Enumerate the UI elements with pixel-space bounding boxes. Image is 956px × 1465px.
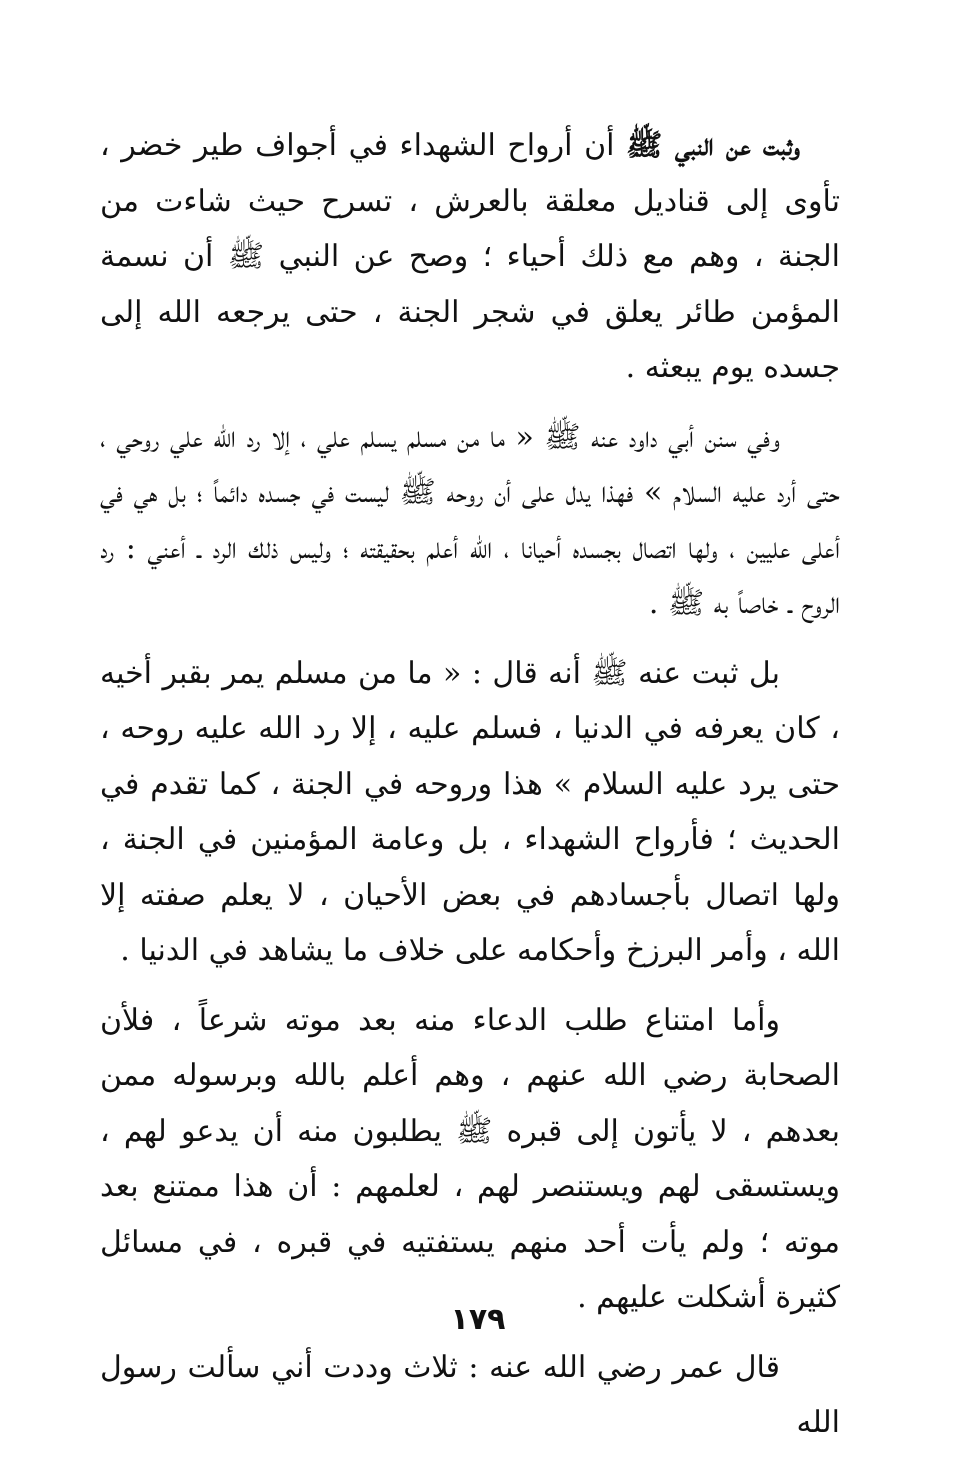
paragraph-4	[100, 993, 840, 1326]
paragraph-1-text: أن أرواح الشهداء في أجواف طير خضر ، تأوى إلى قناديل معلقة بالعرش ، تسرح حيث شاءت من الجنة ، وهم مع ذلك أحياء ؛ وصح عن النبي ﷺ أن نسمة المؤمن طائر يعلق في شجر الجنة ، حتى يرجعه الله إلى جسده يوم يبعثه .	[100, 128, 840, 385]
paragraph-3-text: بل ثبت عنه ﷺ أنه قال : « ما من مسلم يمر بقبر أخيه ، كان يعرفه في الدنيا ، فسلم عليه ، إلا رد الله عليه روحه ، حتى يرد عليه السلام » هذا وروحه في الجنة ، كما تقدم في الحديث ؛ فأرواح الشهداء ، بل وعامة المؤمنين في الجنة ، ولها اتصال بأجسادهم في بعض الأحيان ، لا يعلم صفته إلا الله ، وأمر البرزخ وأحكامه على خلاف ما يشاهد في الدنيا .	[100, 655, 840, 968]
paragraph-1-lead: وثبت عن النبي ﷺ	[626, 128, 800, 163]
paragraph-1	[100, 118, 840, 396]
paragraph-2	[100, 410, 840, 632]
paragraph-5	[100, 1340, 840, 1451]
paragraph-5-text: قال عمر رضي الله عنه : ثلاث وددت أني سألت رسول الله	[100, 1349, 840, 1440]
paragraph-3	[100, 646, 840, 979]
paragraph-2-text: وفي سنن أبي داود عنه ﷺ « ما من مسلم يسلم علي ، إلا رد الله علي روحي ، حتى أرد عليه السلام » فهذا يدل على أن روحه ﷺ ليست في جسده دائماً ؛ بل هي في أعلى عليين ، ولها اتصال بجسده أحيانا ، الله أعلم بحقيقته ؛ وليس ذلك الرد ـ أعني : رد الروح ـ خاصاً به ﷺ .	[100, 419, 841, 621]
page-body	[100, 118, 840, 1451]
page-number: ١٧٩	[450, 1302, 506, 1337]
paragraph-4-text: وأما امتناع طلب الدعاء منه بعد موته شرعاً ، فلأن الصحابة رضي الله عنهم ، وهم أعلم بالله وبرسوله ممن بعدهم ، لا يأتون إلى قبره ﷺ يطلبون منه أن يدعو لهم ، ويستسقى لهم ويستنصر لهم ، لعلمهم : أن هذا ممتنع بعد موته ؛ ولم يأت أحد منهم يستفتيه في قبره ، في مسائل كثيرة أشكلت عليهم .	[100, 1002, 840, 1315]
